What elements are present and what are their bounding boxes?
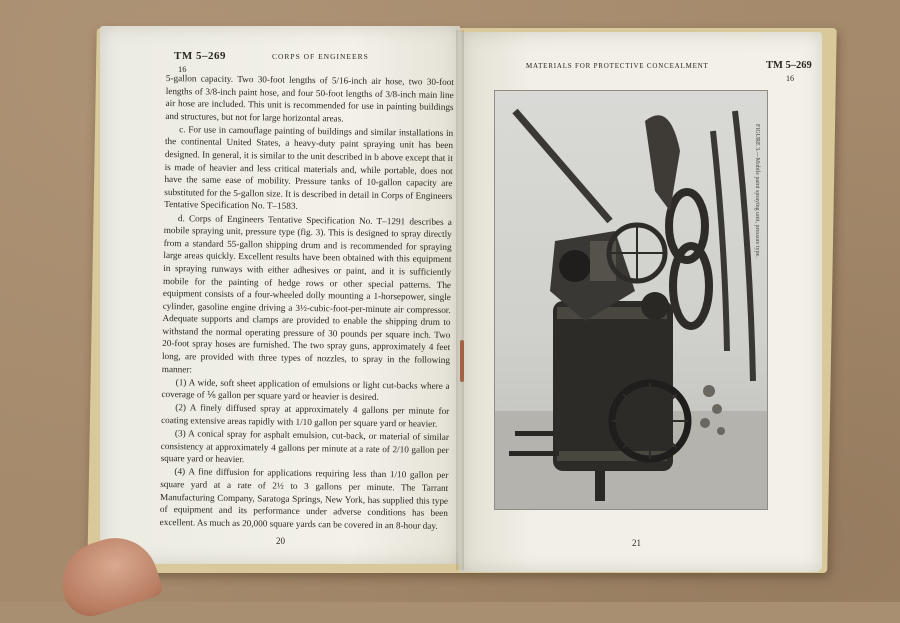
running-head: CORPS OF ENGINEERS <box>272 52 369 61</box>
paragraph: (1) A wide, soft sheet application of emulsions or light cut-backs where a coverage of ⅙ gallon per square yard or heavier is desired. <box>161 376 450 403</box>
page-number: 20 <box>276 536 285 546</box>
page-number: 21 <box>632 538 641 548</box>
right-page <box>460 32 822 572</box>
left-page <box>100 26 460 564</box>
paragraph: 5-gallon capacity. Two 30-foot lengths of 5/16-inch air hose, two 30-foot lengths of 3/8-inch paint hose, and four 50-foot lengths of 3/8-inch main line air hose are included. This unit is recommended for use in painting buildings and structures, but not for large horizontal areas. <box>165 72 454 124</box>
mobile-spraying-unit-illustration <box>495 91 767 509</box>
body-text <box>160 72 454 533</box>
book-spine <box>456 30 464 570</box>
paragraph: (3) A conical spray for asphalt emulsion, cut-back, or material of similar consistency at approximately 4 gallons per minute at a rate of 2/10 gallon per square yard or heavier. <box>160 428 449 465</box>
paragraph: (2) A finely diffused spray at approximately 4 gallons per minute for coating extensive areas rapidly with 1/10 gallon per square yard or heavier. <box>161 402 450 429</box>
equipment-photo <box>494 90 768 510</box>
tm-code: TM 5–269 <box>174 50 226 62</box>
running-head: MATERIALS FOR PROTECTIVE CONCEALMENT <box>526 62 709 70</box>
paragraph: c. For use in camouflage painting of buildings and similar installations in the continental United States, a heavy-duty paint spraying unit has been designed. In general, it is similar to the unit described in b above except that it is made of heavier and less critical materials and, while portable, does not have the same ease of mobility. Pressure tanks of 10-gallon capacity are substituted for the 5-gallon size. It is described in detail in Corps of Engineers Tentative Specification No. T–1583. <box>164 124 454 212</box>
section-number: 16 <box>178 64 187 74</box>
tm-code: TM 5–269 <box>766 60 812 71</box>
figure-caption: FIGURE 3.—Mobile paint spraying unit, pressure type. <box>754 124 760 258</box>
staple-rust-mark <box>460 340 464 382</box>
paragraph: d. Corps of Engineers Tentative Specification No. T–1291 describes a mobile spraying unit, pressure type (fig. 3). This is designed to spray directly from a standard 55-gallon shipping drum and is recommended for spraying large areas quickly. Excellent results have been obtained with this equipment in spraying runways with either adhesives or paint, and it is sufficiently mobile for the painting of hedge rows or other special patterns. The equipment consists of a four-wheeled dolly mounting a 1-horsepower, single cylinder, gasoline engine driving a 3½-cubic-foot-per-minute air compressor. Adequate supports and clamps are provided to enable the shipping drum to withstand the normal operating pressure of 30 pounds per square inch. Two 20-foot spray hoses are furnished. The two spray guns, approximately 4 feet long, are provided with three types of nozzles, to spray in the following manner: <box>161 212 453 375</box>
paragraph: (4) A fine diffusion for applications requiring less than 1/10 gallon per square yard at a rate of 2½ to 3 gallons per minute. The Tarrant Manufacturing Company, Saratoga Springs, New York, has supplied this type of equipment and its performance under adverse conditions has been excellent. As much as 20,000 square yards can be covered in an 8-hour day. <box>159 466 449 531</box>
section-number: 16 <box>786 74 794 83</box>
